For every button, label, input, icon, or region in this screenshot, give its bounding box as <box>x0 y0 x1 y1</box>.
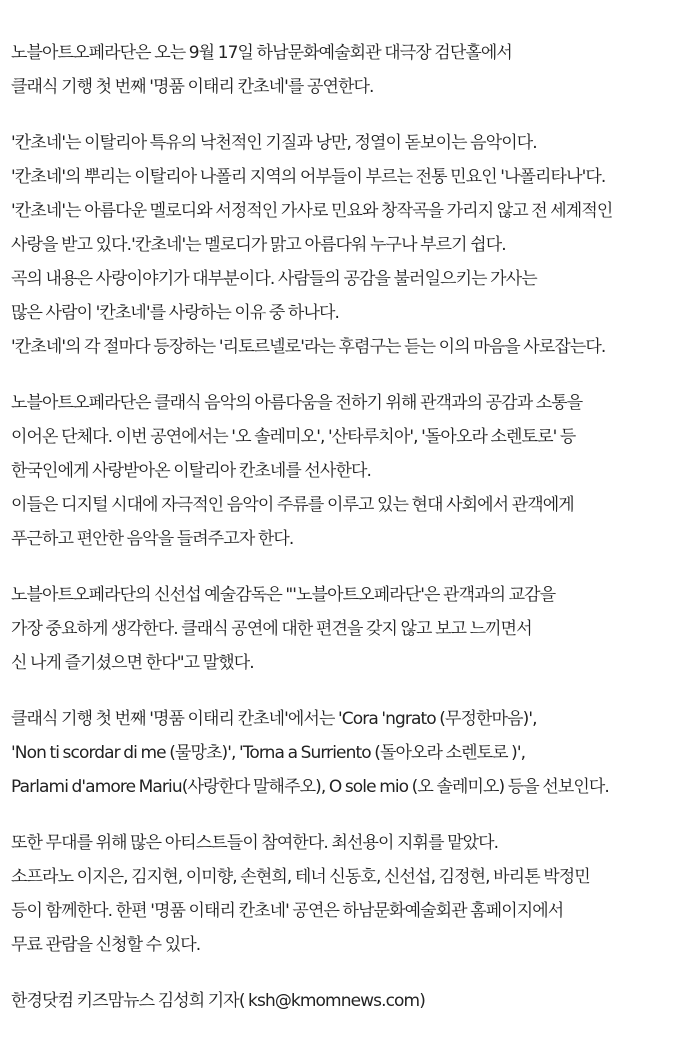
article-byline <box>11 984 696 1018</box>
paragraph-line: 무료 관람을 신청할 수 있다. <box>11 935 201 955</box>
paragraph-line: 클래식 기행 첫 번째 '명품 이태리 칸초네'에서는 'Cora 'ngrato (무정한마음)', <box>11 709 537 729</box>
paragraph-line: 'Non ti scordar di me (물망초)', 'Torna a Surriento (돌아오라 소렌토로 )', <box>11 743 526 763</box>
paragraph-line: 클래식 기행 첫 번째 '명품 이태리 칸초네'를 공연한다. <box>11 77 374 97</box>
paragraph-line: '칸초네'의 각 절마다 등장하는 '리토르넬로'라는 후렴구는 듣는 이의 마음을 사로잡는다. <box>11 337 606 357</box>
paragraph-line: 노블아트오페라단은 오는 9월 17일 하남문화예술회관 대극장 검단홀에서 <box>11 43 512 63</box>
article-paragraph <box>11 702 696 804</box>
paragraph-line: '칸초네'는 이탈리아 특유의 낙천적인 기질과 낭만, 정열이 돋보이는 음악이다. <box>11 133 537 153</box>
paragraph-line: 한국인에게 사랑받아온 이탈리아 칸초네를 선사한다. <box>11 461 372 481</box>
paragraph-line: 한경닷컴 키즈맘뉴스 김성희 기자( ksh@kmomnews.com) <box>11 991 425 1011</box>
article-paragraph <box>11 386 696 556</box>
paragraph-line: '칸초네'는 아름다운 멜로디와 서정적인 가사로 민요와 창작곡을 가리지 않고 전 세계적인 <box>11 201 613 221</box>
paragraph-line: 등이 함께한다. 한편 '명품 이태리 칸초네' 공연은 하남문화예술회관 홈페이지에서 <box>11 901 564 921</box>
article-paragraph <box>11 578 696 680</box>
paragraph-line: 노블아트오페라단의 신선섭 예술감독은 "'노블아트오페라단'은 관객과의 교감을 <box>11 585 556 605</box>
paragraph-line: 소프라노 이지은, 김지현, 이미향, 손현희, 테너 신동호, 신선섭, 김정현, 바리톤 박정민 <box>11 867 590 887</box>
paragraph-line: 가장 중요하게 생각한다. 클래식 공연에 대한 편견을 갖지 않고 보고 느끼면서 <box>11 619 532 639</box>
paragraph-line: 신 나게 즐기셨으면 한다"고 말했다. <box>11 653 254 673</box>
article-paragraph <box>11 36 696 104</box>
article-body <box>11 36 696 1018</box>
paragraph-line: 또한 무대를 위해 많은 아티스트들이 참여한다. 최선용이 지휘를 맡았다. <box>11 833 499 853</box>
paragraph-line: Parlami d'amore Mariu(사랑한다 말해주오), O sole mio (오 솔레미오) 등을 선보인다. <box>11 777 609 797</box>
paragraph-line: 사랑을 받고 있다.'칸초네'는 멜로디가 맑고 아름다워 누구나 부르기 쉽다. <box>11 235 506 255</box>
paragraph-line: 곡의 내용은 사랑이야기가 대부분이다. 사람들의 공감을 불러일으키는 가사는 <box>11 269 537 289</box>
paragraph-line: 노블아트오페라단은 클래식 음악의 아름다움을 전하기 위해 관객과의 공감과 소통을 <box>11 393 583 413</box>
paragraph-line: 이어온 단체다. 이번 공연에서는 '오 솔레미오', '산타루치아', '돌아오라 소렌토로' 등 <box>11 427 576 447</box>
article-paragraph <box>11 826 696 962</box>
article-paragraph <box>11 126 696 364</box>
paragraph-line: 많은 사람이 '칸초네'를 사랑하는 이유 중 하나다. <box>11 303 339 323</box>
paragraph-line: '칸초네'의 뿌리는 이탈리아 나폴리 지역의 어부들이 부르는 전통 민요인 '나폴리타나'다. <box>11 167 606 187</box>
paragraph-line: 푸근하고 편안한 음악을 들려주고자 한다. <box>11 529 294 549</box>
paragraph-line: 이들은 디지털 시대에 자극적인 음악이 주류를 이루고 있는 현대 사회에서 관객에게 <box>11 495 574 515</box>
